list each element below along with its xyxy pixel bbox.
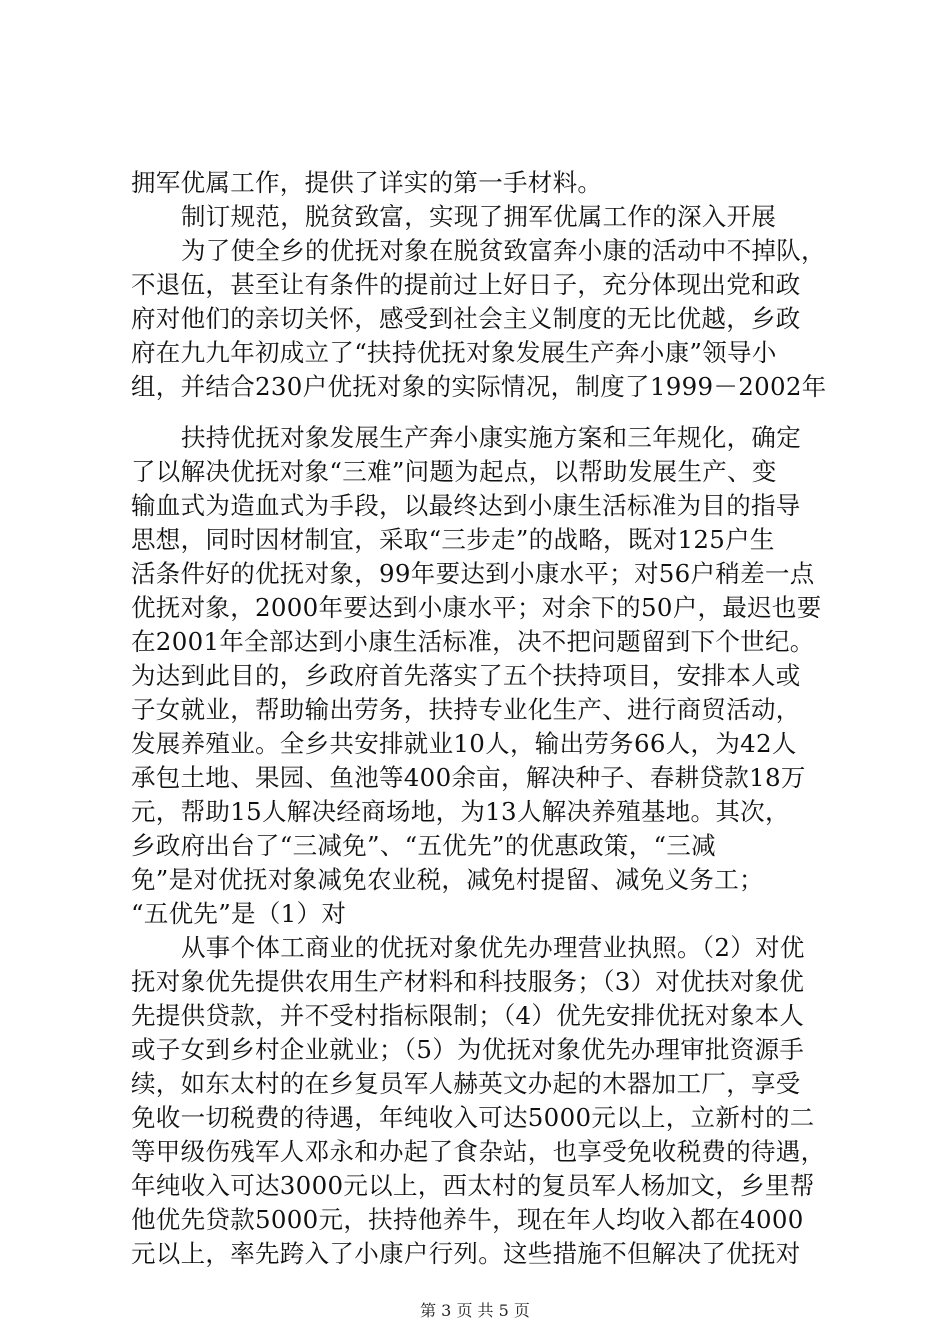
text-line: 从事个体工商业的优抚对象优先办理营业执照。（2）对优 bbox=[181, 933, 805, 962]
text-line: 为达到此目的，乡政府首先落实了五个扶持项目，安排本人或 bbox=[131, 661, 801, 690]
section-heading: 制订规范，脱贫致富，实现了拥军优属工作的深入开展 bbox=[181, 202, 777, 231]
text-line: 输血式为造血式为手段，以最终达到小康生活标准为目的指导 bbox=[131, 491, 801, 520]
text-line: 先提供贷款，并不受村指标限制；（4）优先安排优抚对象本人 bbox=[131, 1001, 805, 1030]
text-line: 元，帮助15人解决经商场地，为13人解决养殖基地。其次， bbox=[131, 797, 790, 826]
text-line: 思想，同时因材制宜，采取“三步走”的战略，既对125户生 bbox=[131, 525, 775, 554]
text-line: 免”是对优抚对象减免农业税，减免村提留、减免义务工； bbox=[131, 865, 764, 894]
text-line: 他优先贷款5000元，扶持他养牛，现在年人均收入都在4000 bbox=[131, 1205, 804, 1234]
text-line: 免收一切税费的待遇，年纯收入可达5000元以上，立新村的二 bbox=[131, 1103, 815, 1132]
text-line: 抚对象优先提供农用生产材料和科技服务；（3）对优扶对象优 bbox=[131, 967, 805, 996]
text-line: 扶持优抚对象发展生产奔小康实施方案和三年规化，确定 bbox=[181, 423, 801, 452]
text-line: “五优先”是（1）对 bbox=[131, 899, 347, 928]
text-line: 续，如东太村的在乡复员军人赫英文办起的木器加工厂，享受 bbox=[131, 1069, 801, 1098]
text-line: 在2001年全部达到小康生活标准，决不把问题留到下个世纪。 bbox=[131, 627, 815, 656]
text-line: 优抚对象，2000年要达到小康水平；对余下的50户，最迟也要 bbox=[131, 593, 822, 622]
text-line: 府在九九年初成立了“扶持优抚对象发展生产奔小康”领导小 bbox=[131, 338, 777, 367]
text-line: 府对他们的亲切关怀，感受到社会主义制度的无比优越，乡政 bbox=[131, 304, 801, 333]
text-line: 了以解决优抚对象“三难”问题为起点，以帮助发展生产、变 bbox=[131, 457, 777, 486]
text-line: 发展养殖业。全乡共安排就业10人，输出劳务66人，为42人 bbox=[131, 729, 797, 758]
text-line: 等甲级伤残军人邓永和办起了食杂站，也享受免收税费的待遇， bbox=[131, 1137, 826, 1166]
text-line: 或子女到乡村企业就业；（5）为优抚对象优先办理审批资源手 bbox=[131, 1035, 805, 1064]
text-line: 子女就业，帮助输出劳务，扶持专业化生产、进行商贸活动， bbox=[131, 695, 801, 724]
text-line: 组，并结合230户优抚对象的实际情况，制度了1999－2002年 bbox=[131, 372, 827, 401]
text-line: 为了使全乡的优抚对象在脱贫致富奔小康的活动中不掉队， bbox=[181, 236, 826, 265]
text-line: 活条件好的优抚对象，99年要达到小康水平；对56户稍差一点 bbox=[131, 559, 815, 588]
text-line: 元以上，率先跨入了小康户行列。这些措施不但解决了优抚对 bbox=[131, 1239, 801, 1268]
page-number-footer: 第 3 页 共 5 页 bbox=[420, 1301, 530, 1320]
text-line: 年纯收入可达3000元以上，西太村的复员军人杨加文，乡里帮 bbox=[131, 1171, 815, 1200]
text-line: 拥军优属工作，提供了详实的第一手材料。 bbox=[131, 168, 603, 197]
text-line: 不退伍，甚至让有条件的提前过上好日子，充分体现出党和政 bbox=[131, 270, 801, 299]
text-line: 乡政府出台了“三减免”、“五优先”的优惠政策，“三减 bbox=[131, 831, 716, 860]
text-line: 承包土地、果园、鱼池等400余亩，解决种子、春耕贷款18万 bbox=[131, 763, 806, 792]
